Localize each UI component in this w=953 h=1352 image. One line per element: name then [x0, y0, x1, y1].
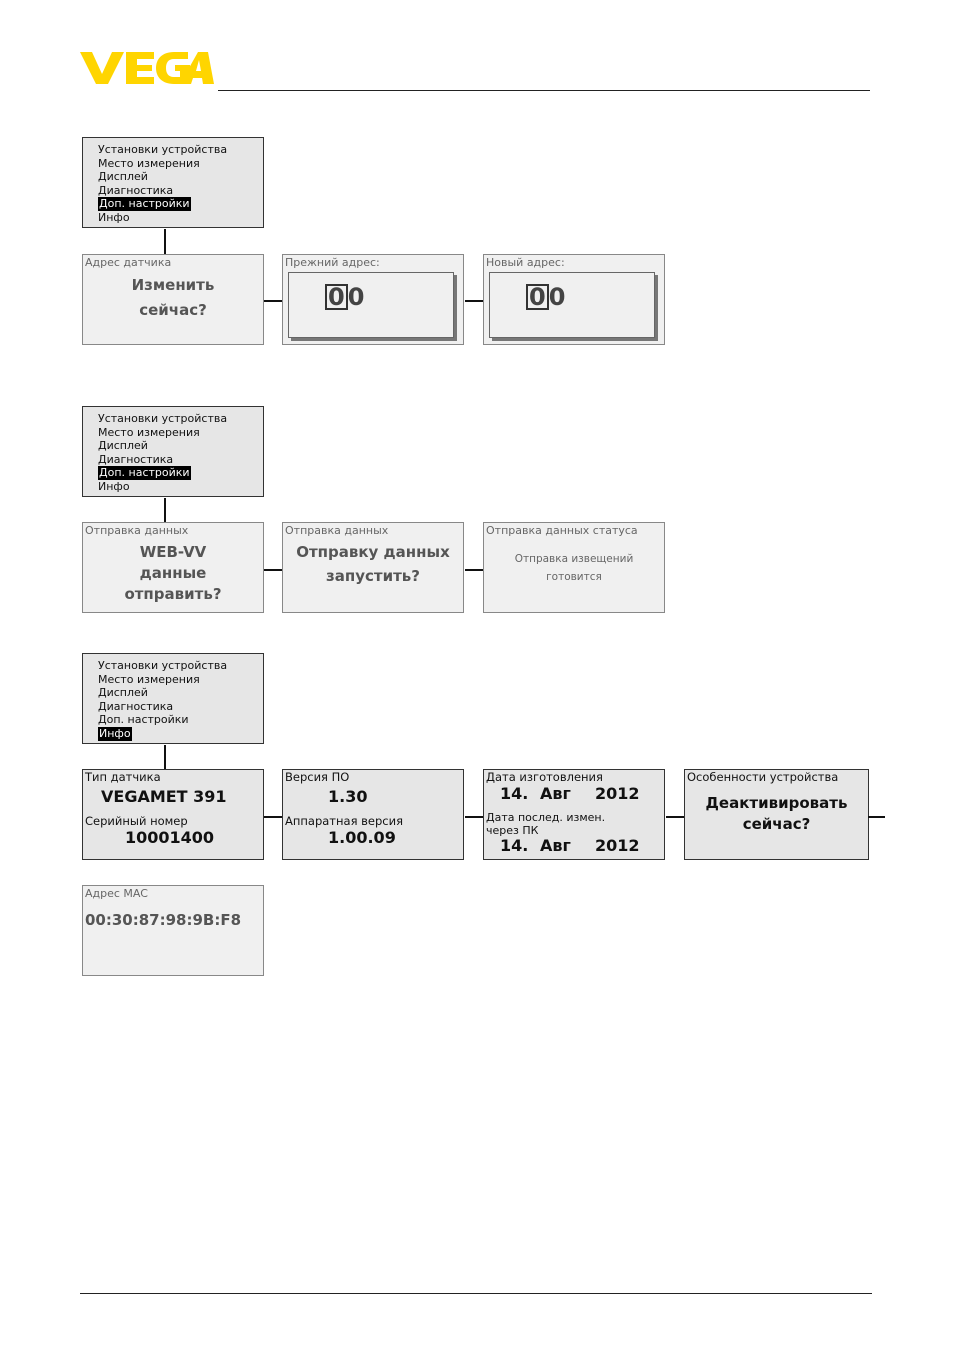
- date-year: 2012: [595, 784, 640, 803]
- status-send-screen: [483, 522, 665, 613]
- date-day: 14.: [500, 836, 529, 855]
- connector: [164, 745, 166, 770]
- cursor-digit: 0: [325, 284, 348, 310]
- menu-screen: [82, 406, 264, 497]
- menu-item[interactable]: Место измерения: [98, 425, 200, 439]
- field-label: Серийный номер: [85, 814, 188, 828]
- screen-title: Отправка данных статуса: [486, 524, 638, 537]
- screen-title: Новый адрес:: [486, 256, 565, 269]
- software-version-screen: [282, 769, 464, 860]
- prompt-line: сейчас?: [139, 301, 207, 319]
- footer-rule: [80, 1293, 872, 1294]
- field-label: Аппаратная версия: [285, 814, 404, 828]
- field-value: 10001400: [125, 828, 215, 847]
- connector: [264, 816, 283, 818]
- cursor-digit: 0: [526, 284, 549, 310]
- header-rule: [218, 90, 870, 91]
- connector: [164, 498, 166, 523]
- field-value: VEGAMET 391: [101, 787, 227, 806]
- date-day: 14.: [500, 784, 529, 803]
- field-label: через ПК: [486, 824, 539, 837]
- prompt-line: запустить?: [326, 567, 420, 585]
- menu-item[interactable]: Дисплей: [98, 439, 148, 453]
- menu-item[interactable]: Место измерения: [98, 672, 200, 686]
- prompt-line: отправить?: [124, 585, 222, 603]
- date-month: Авг: [540, 836, 571, 855]
- address-input[interactable]: [489, 272, 655, 338]
- menu-item[interactable]: Доп. настройки: [98, 713, 189, 727]
- prompt-line: данные: [139, 564, 207, 582]
- field-label: Дата изготовления: [486, 770, 603, 784]
- sensor-type-screen: [82, 769, 264, 860]
- field-label: Дата послед. измен.: [486, 811, 606, 824]
- status-line: готовится: [546, 571, 602, 583]
- date-screen: [483, 769, 665, 860]
- connector: [465, 816, 484, 818]
- connector: [465, 569, 484, 571]
- menu-item[interactable]: Установки устройства: [98, 143, 228, 156]
- menu-item[interactable]: Дисплей: [98, 686, 148, 700]
- date-month: Авг: [540, 784, 571, 803]
- old-address-screen: [282, 254, 464, 345]
- screen-title: Адрес датчика: [85, 256, 172, 269]
- connector: [264, 569, 283, 571]
- connector: [868, 816, 885, 818]
- menu-item-selected[interactable]: Инфо: [99, 726, 131, 740]
- new-address-screen: [483, 254, 665, 345]
- prompt-line: Изменить: [131, 276, 215, 294]
- connector: [666, 816, 685, 818]
- connector: [164, 229, 166, 254]
- menu-item-selected[interactable]: Доп. настройки: [99, 197, 190, 211]
- menu-item[interactable]: Диагностика: [98, 699, 174, 713]
- screen-title: Прежний адрес:: [285, 256, 380, 269]
- field-label: Тип датчика: [85, 770, 161, 784]
- menu-item[interactable]: Диагностика: [98, 452, 174, 466]
- device-features-screen: [684, 769, 869, 860]
- screen-title: Адрес MAC: [85, 887, 148, 900]
- mac-value: 00:30:87:98:9B:F8: [85, 911, 242, 929]
- vega-logo: [80, 44, 214, 90]
- address-input[interactable]: [288, 272, 454, 338]
- digit: 0: [548, 283, 566, 311]
- menu-item[interactable]: Установки устройства: [98, 659, 228, 672]
- prompt-line: сейчас?: [742, 815, 811, 833]
- menu-screen: [82, 137, 264, 228]
- sensor-address-screen: [82, 254, 264, 345]
- menu-item[interactable]: Инфо: [98, 210, 130, 224]
- menu-item[interactable]: Место измерения: [98, 156, 200, 170]
- prompt-line: Деактивировать: [705, 794, 848, 812]
- menu-item[interactable]: Дисплей: [98, 170, 148, 184]
- menu-item[interactable]: Установки устройства: [98, 412, 228, 425]
- start-sending-screen: [282, 522, 464, 613]
- screen-title: Отправка данных: [285, 524, 389, 537]
- field-value: 1.00.09: [328, 828, 396, 847]
- prompt-line: Отправку данных: [296, 543, 450, 561]
- status-line: Отправка извещений: [514, 553, 634, 565]
- connector: [264, 300, 283, 302]
- send-data-screen: [82, 522, 264, 613]
- date-year: 2012: [595, 836, 640, 855]
- menu-item[interactable]: Диагностика: [98, 183, 174, 197]
- menu-screen: [82, 653, 264, 744]
- digit: 0: [347, 283, 365, 311]
- prompt-line: WEB-VV: [139, 543, 207, 561]
- menu-item-selected[interactable]: Доп. настройки: [99, 466, 190, 480]
- menu-item[interactable]: Инфо: [98, 479, 130, 493]
- field-value: 1.30: [328, 787, 368, 806]
- screen-title: Отправка данных: [85, 524, 189, 537]
- connector: [465, 300, 484, 302]
- screen-title: Особенности устройства: [687, 770, 839, 784]
- field-label: Версия ПО: [285, 770, 350, 784]
- mac-address-screen: [82, 885, 264, 976]
